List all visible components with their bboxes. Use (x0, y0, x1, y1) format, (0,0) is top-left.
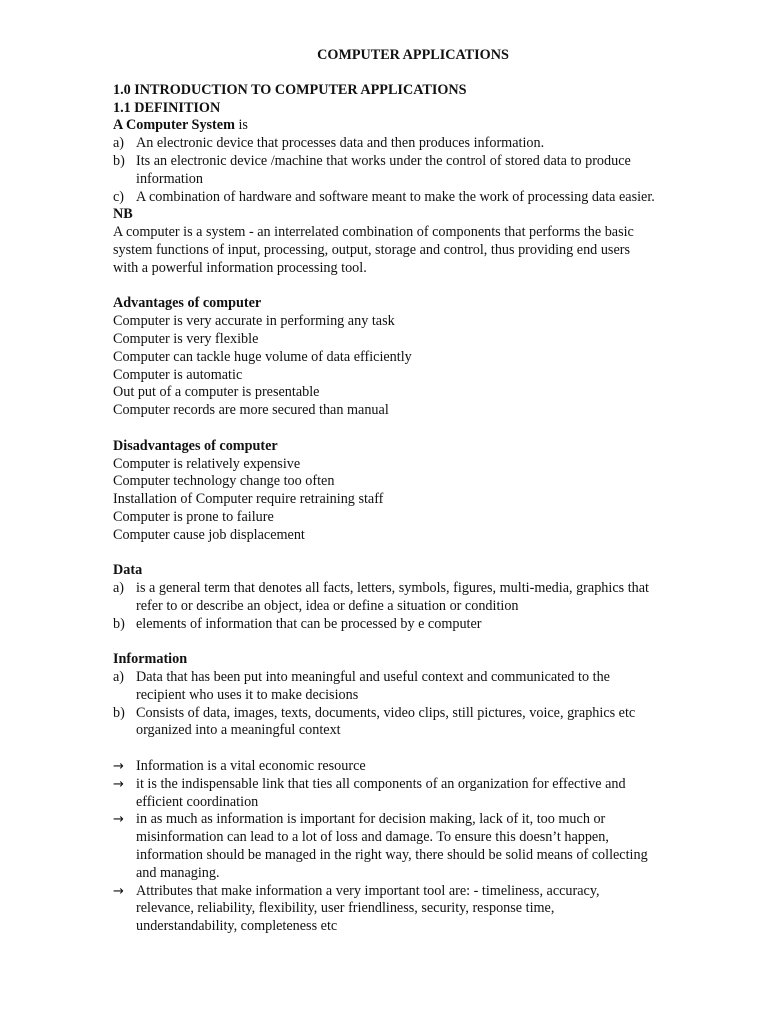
arrow-point (113, 883, 658, 936)
advantage-item: Computer is very flexible (113, 330, 259, 347)
arrow-icon: → (113, 812, 124, 828)
arrow-icon: → (113, 776, 124, 792)
advantage-item: Computer is very accurate in performing any task (113, 313, 395, 330)
arrow-point (113, 758, 658, 776)
advantage-item: Computer can tackle huge volume of data efficiently (113, 348, 412, 365)
list-item (113, 580, 658, 616)
arrow-point-text: it is the indispensable link that ties all components of an organization for effective and efficient coordination (136, 775, 626, 810)
list-item (113, 153, 658, 189)
disadvantage-item: Computer is relatively expensive (113, 455, 301, 472)
disadvantage-item: Installation of Computer require retraining staff (113, 491, 384, 508)
data-heading: Data (113, 562, 143, 579)
disadvantages-heading: Disadvantages of computer (113, 437, 278, 454)
arrow-point-text: Attributes that make information a very important tool are: - timeliness, accuracy, relevance, reliability, flexibility, user friendliness, security, response time, understandability, completeness etc (136, 882, 600, 935)
list-marker: b) (113, 152, 125, 169)
computer-system-term: A Computer System (113, 117, 235, 134)
list-item-text: An electronic device that processes data and then produces information. (136, 135, 545, 152)
list-item (113, 135, 658, 153)
list-marker: a) (113, 669, 125, 686)
list-item-text: A combination of hardware and software meant to make the work of processing data easier. (136, 188, 655, 205)
advantage-item: Computer records are more secured than manual (113, 402, 389, 419)
advantage-item: Computer is automatic (113, 366, 243, 383)
list-item-text: Data that has been put into meaningful and useful context and communicated to the recipient who uses it to make decisions (136, 669, 610, 703)
computer-system-suffix: is (234, 117, 248, 134)
document-body (113, 47, 658, 936)
disadvantage-item: Computer cause job displacement (113, 526, 305, 543)
list-item-text: Consists of data, images, texts, documents, video clips, still pictures, voice, graphics etc organized into a meaningful context (136, 704, 636, 739)
arrow-icon: → (113, 759, 124, 775)
list-item (113, 705, 658, 741)
arrow-point (113, 811, 658, 882)
nb-label: NB (113, 206, 133, 223)
list-marker: c) (113, 188, 125, 205)
advantage-item: Out put of a computer is presentable (113, 384, 320, 401)
list-marker: a) (113, 580, 125, 597)
computer-system-intro (113, 117, 658, 135)
list-marker: b) (113, 615, 125, 632)
list-item (113, 669, 658, 705)
list-item-text: Its an electronic device /machine that works under the control of stored data to produce information (136, 152, 631, 187)
arrow-icon: → (113, 883, 124, 899)
disadvantage-item: Computer technology change too often (113, 473, 335, 490)
arrow-point-text: in as much as information is important for decision making, lack of it, too much or misinformation can lead to a lot of loss and damage. To ensure this doesn’t happen, information should be managed in the right way, there should be solid means of collecting and managing. (136, 811, 648, 881)
disadvantage-item: Computer is prone to failure (113, 508, 274, 525)
subsection-heading: 1.1 DEFINITION (113, 99, 221, 116)
list-marker: b) (113, 704, 125, 721)
information-heading: Information (113, 651, 188, 668)
list-item-text: is a general term that denotes all facts, letters, symbols, figures, multi-media, graphics that refer to or describe an object, idea or define a situation or condition (136, 580, 649, 614)
advantages-heading: Advantages of computer (113, 295, 262, 312)
list-item-text: elements of information that can be processed by e computer (136, 615, 482, 632)
list-item (113, 616, 658, 634)
arrow-point (113, 776, 658, 812)
document-title: COMPUTER APPLICATIONS (317, 47, 509, 63)
list-marker: a) (113, 135, 125, 152)
list-item (113, 189, 658, 207)
arrow-point-text: Information is a vital economic resource (136, 758, 366, 775)
section-heading: 1.0 INTRODUCTION TO COMPUTER APPLICATIONS (113, 81, 467, 98)
nb-paragraph: A computer is a system - an interrelated combination of components that performs the basic system functions of input, processing, output, storage and control, thus providing end users with a powerful information processing tool. (113, 224, 634, 276)
